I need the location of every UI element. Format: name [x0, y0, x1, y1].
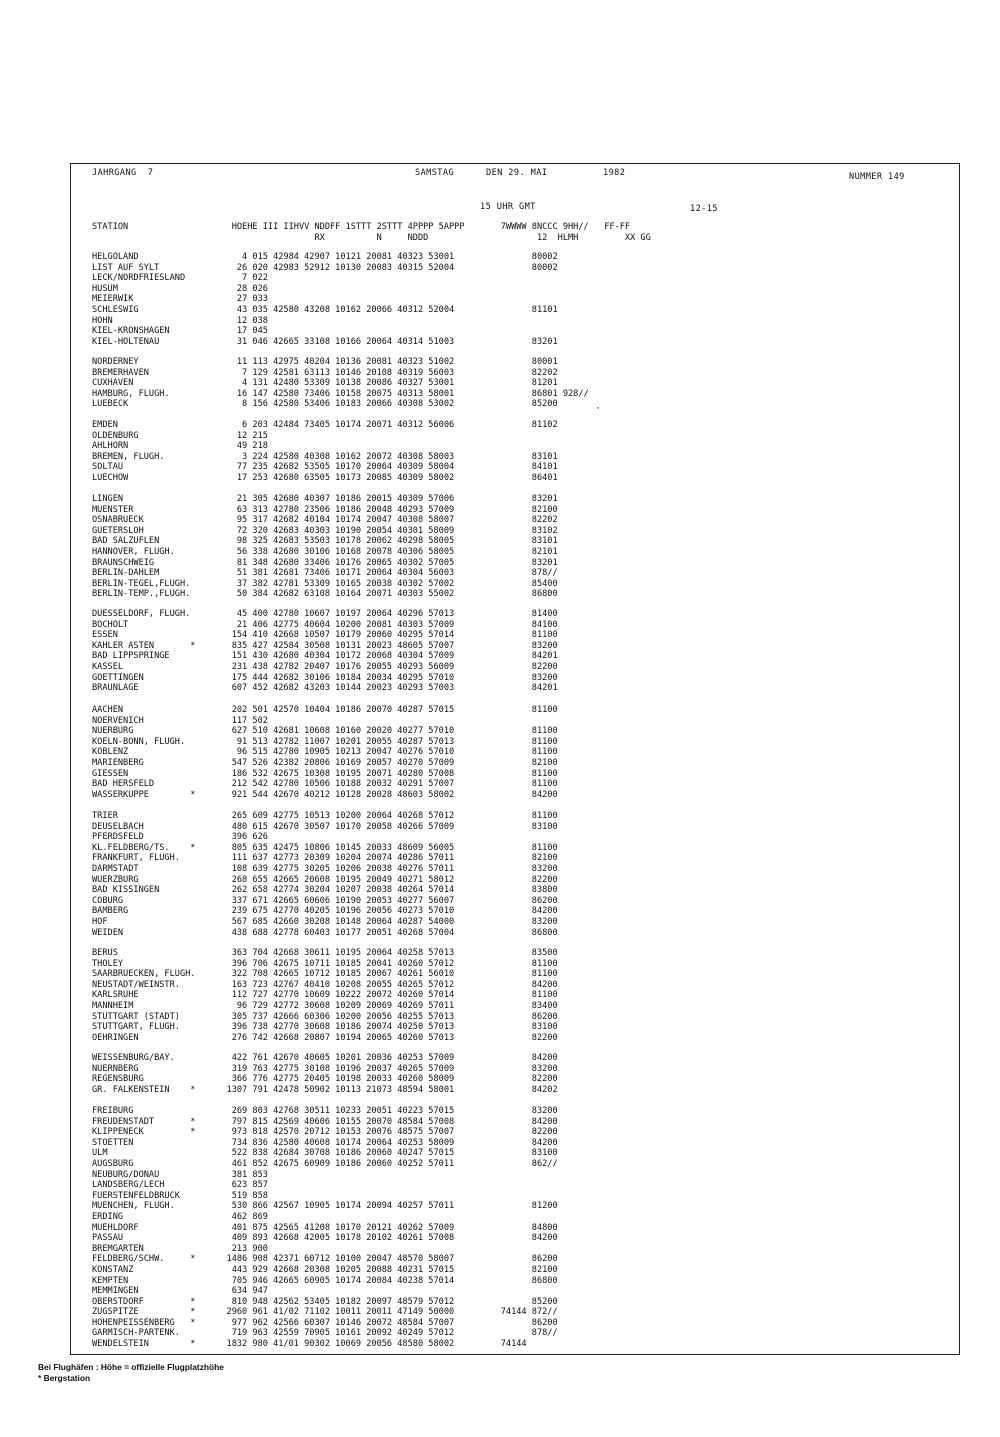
- station-row: FREUDENSTADT * 797 815 42569 40606 10155 20070 48584 57008 84200: [92, 1116, 558, 1127]
- station-row: MUENSTER 63 313 42780 23506 10186 20048 40293 57009 82100: [92, 504, 558, 515]
- station-row: LANDSBERG/LECH 623 857: [92, 1180, 268, 1191]
- column-header-line-1: STATION HOEHE III IIHVV NDDFF 1STTT 2STTT 4PPPP 5APPP 7WWWW 8NCCC 9HH// FF-FF: [92, 222, 631, 232]
- station-row: PFERDSFELD 396 626: [92, 832, 268, 843]
- station-row: KOBLENZ 96 515 42780 10905 10213 20047 40276 57010 81100: [92, 747, 558, 758]
- station-row: DARMSTADT 108 639 42775 30205 10206 20038 40276 57011 83200: [92, 863, 558, 874]
- station-row: LIST AUF SYLT 26 020 42983 52912 10130 20083 40315 52004 80002: [92, 262, 558, 273]
- station-row: ESSEN 154 410 42668 10507 10179 20060 40295 57014 81100: [92, 630, 558, 641]
- station-row: OBERSTDORF * 810 948 42562 53405 10182 20097 48579 57012 85200: [92, 1296, 558, 1307]
- station-row: LINGEN 21 305 42680 40307 10186 20015 40309 57006 83201: [92, 494, 558, 504]
- station-row: HOF 567 685 42660 30208 10148 20064 40287 54000 83200: [92, 916, 558, 927]
- issue-number: NUMMER 149: [849, 172, 905, 182]
- station-row: HOHENPEISSENBERG * 977 962 42566 60307 10146 20072 48584 57007 86200: [92, 1317, 558, 1328]
- station-row: BERLIN-DAHLEM 51 381 42681 73406 10171 20064 40304 56003 878//: [92, 568, 558, 579]
- station-row: ULM 522 838 42684 30708 10186 20060 40247 57015 83100: [92, 1148, 558, 1159]
- station-row: MUENCHEN, FLUGH. 530 866 42567 10905 10174 20094 40257 57011 81200: [92, 1201, 558, 1212]
- station-row: KARLSRUHE 112 727 42770 10609 10222 20072 40260 57014 81100: [92, 990, 558, 1001]
- group-7: [92, 811, 558, 938]
- station-row: HUSUM 28 026: [92, 283, 268, 294]
- station-row: MANNHEIM 96 729 42772 30608 10209 20069 40269 57011 83400: [92, 1000, 558, 1011]
- station-row: EMDEN 6 203 42484 73405 10174 20071 40312 56006 81102: [92, 420, 558, 430]
- volume-label: JAHRGANG 7: [92, 168, 154, 178]
- station-row: AHLHORN 49 218: [92, 441, 268, 452]
- station-row: WENDELSTEIN * 1832 980 41/01 90302 10069 20056 48580 58002 74144: [92, 1339, 527, 1350]
- group-6: [92, 705, 558, 800]
- station-row: FRANKFURT, FLUGH. 111 637 42773 20309 10204 20074 40286 57011 82100: [92, 853, 558, 864]
- station-row: NEUBURG/DONAU 381 853: [92, 1169, 268, 1180]
- observation-time: 15 UHR GMT: [480, 202, 536, 212]
- station-row: WASSERKUPPE * 921 544 42670 40212 10128 20028 48603 58002 84200: [92, 789, 558, 800]
- column-headers: [92, 222, 651, 243]
- group-2: [92, 357, 589, 410]
- station-row: FELDBERG/SCHW. * 1486 908 42371 60712 10100 20047 48570 58007 86200: [92, 1254, 558, 1265]
- group-3: [92, 420, 558, 484]
- time-range: 12-15: [690, 204, 718, 214]
- station-row: BOCHOLT 21 406 42775 40604 10200 20081 40303 57009 84100: [92, 619, 558, 630]
- station-row: BERLIN-TEMP.,FLUGH. 50 384 42682 63108 10164 20071 40303 55002 86800: [92, 589, 558, 600]
- station-row: WEIDEN 438 688 42778 60403 10177 20051 40268 57004 86800: [92, 927, 558, 938]
- station-row: BRAUNSCHWEIG 81 348 42680 33406 10176 20065 40302 57005 83201: [92, 557, 558, 568]
- station-row: BAD HERSFELD 212 542 42780 10506 10188 20032 40291 57007 81100: [92, 779, 558, 790]
- station-row: ZUGSPITZE * 2960 961 41/02 71102 10011 20011 47149 50000 74144 872//: [92, 1307, 558, 1318]
- station-row: BAD SALZUFLEN 98 325 42683 53503 10178 20062 40298 58005 83101: [92, 536, 558, 547]
- station-row: HANNOVER, FLUGH. 56 338 42680 30106 10168 20078 40306 58005 82101: [92, 546, 558, 557]
- station-row: OEHRINGEN 276 742 42668 20807 10194 20065 40260 57013 82200: [92, 1032, 558, 1043]
- station-row: KIEL-KRONSHAGEN 17 045: [92, 326, 268, 337]
- station-row: HAMBURG, FLUGH. 16 147 42580 73406 10158 20075 40313 58001 86801 928//: [92, 388, 589, 399]
- group-1: [92, 252, 558, 347]
- group-9: [92, 1053, 558, 1095]
- station-row: AUGSBURG 461 852 42675 60909 10186 20060 40252 57011 862//: [92, 1158, 558, 1169]
- station-row: GIESSEN 186 532 42675 10308 10195 20071 40280 57008 81100: [92, 768, 558, 779]
- year-label: 1982: [603, 168, 626, 178]
- group-4: [92, 494, 558, 600]
- footnote-mountain: * Bergstation: [38, 1373, 91, 1383]
- station-row: STOETTEN 734 836 42580 40608 10174 20064 40253 58009 84200: [92, 1137, 558, 1148]
- station-row: NEUSTADT/WEINSTR. 163 723 42767 40410 10208 20055 40265 57012 84200: [92, 979, 558, 990]
- station-row: KASSEL 231 438 42782 20407 10176 20055 40293 56009 82200: [92, 661, 558, 672]
- station-row: COBURG 337 671 42665 60606 10190 20053 40277 56007 86200: [92, 895, 558, 906]
- station-row: WUERZBURG 268 655 42665 20608 10195 20049 40271 58012 82200: [92, 874, 558, 885]
- station-row: KLIPPENECK * 973 818 42570 20712 10153 20076 48575 57007 82200: [92, 1127, 558, 1138]
- station-row: DUESSELDORF, FLUGH. 45 400 42780 10607 10197 20064 40296 57013 81400: [92, 609, 558, 619]
- station-row: MEMMINGEN 634 947: [92, 1286, 268, 1297]
- station-row: KAHLER ASTEN * 835 427 42584 30508 10131 20023 48605 57007 83200: [92, 640, 558, 651]
- station-row: KL.FELDBERG/TS. * 805 635 42475 10806 10145 20033 48609 56005 81100: [92, 842, 558, 853]
- station-row: BREMERHAVEN 7 129 42581 63113 10146 20108 40319 56003 82202: [92, 367, 558, 378]
- station-row: WEISSENBURG/BAY. 422 761 42670 40605 10201 20036 40253 57009 84200: [92, 1053, 558, 1063]
- station-row: CUXHAVEN 4 131 42480 53309 10138 20086 40327 53001 81201: [92, 378, 558, 389]
- station-row: NOERVENICH 117 502: [92, 715, 268, 726]
- station-row: BREMGARTEN 213 900: [92, 1243, 268, 1254]
- group-8: [92, 948, 558, 1043]
- station-row: GUETERSLOH 72 320 42683 40303 10190 20054 40301 58009 83102: [92, 525, 558, 536]
- station-row: BERLIN-TEGEL,FLUGH. 37 382 42781 53309 10165 20038 40302 57002 85400: [92, 578, 558, 589]
- station-row: MARIENBERG 547 526 42382 20806 10169 20057 40270 57009 82100: [92, 757, 558, 768]
- station-row: BREMEN, FLUGH. 3 224 42580 40308 10162 20072 40308 58003 83101: [92, 451, 558, 462]
- station-row: KIEL-HOLTENAU 31 046 42665 33108 10166 20064 40314 51003 83201: [92, 336, 558, 347]
- column-header-line-2: RX N NDDD 12 HLMH XX GG: [92, 232, 651, 243]
- station-row: STUTTGART, FLUGH. 396 738 42770 30608 10186 20074 40250 57013 83100: [92, 1022, 558, 1033]
- station-row: GARMISCH-PARTENK. 719 963 42559 70905 10161 20092 40249 57012 878//: [92, 1328, 558, 1339]
- station-row: GR. FALKENSTEIN * 1307 791 42478 50902 10113 21073 48594 58001 84202: [92, 1084, 558, 1095]
- station-row: MUEHLDORF 401 875 42565 41208 10170 20121 40262 57009 84800: [92, 1222, 558, 1233]
- station-row: BRAUNLAGE 607 452 42682 43203 10144 20023 40293 57003 84201: [92, 683, 558, 694]
- station-row: NORDERNEY 11 113 42975 40204 10136 20081 40323 51002 80001: [92, 357, 558, 367]
- station-row: GOETTINGEN 175 444 42682 30106 10184 20034 40295 57010 83200: [92, 672, 558, 683]
- station-row: KOELN-BONN, FLUGH. 91 513 42782 11007 10201 20055 40287 57013 81100: [92, 736, 558, 747]
- group-5: [92, 609, 558, 694]
- station-row: STUTTGART (STADT) 305 737 42666 60306 10200 20056 40255 57013 86200: [92, 1011, 558, 1022]
- station-row: FREIBURG 269 803 42768 30511 10233 20051 40223 57015 83200: [92, 1106, 558, 1116]
- station-row: HELGOLAND 4 015 42984 42907 10121 20081 40323 53001 80002: [92, 252, 558, 262]
- station-row: ERDING 462 869: [92, 1211, 268, 1222]
- station-row: AACHEN 202 501 42570 10404 10186 20070 40287 57015 81100: [92, 705, 558, 715]
- station-row: NUERNBERG 319 763 42775 30108 10196 20037 40265 57009 83200: [92, 1063, 558, 1074]
- group-10: [92, 1106, 558, 1350]
- station-row: BAMBERG 239 675 42770 40205 10196 20056 40273 57010 84200: [92, 906, 558, 917]
- stray-mark: ,: [596, 402, 601, 410]
- weekday-label: SAMSTAG: [415, 168, 455, 178]
- station-row: BAD KISSINGEN 262 658 42774 30204 10207 20038 40264 57014 83800: [92, 885, 558, 896]
- station-row: LUECHOW 17 253 42680 63505 10173 20085 40309 58002 86401: [92, 472, 558, 483]
- station-row: FUERSTENFELDBRUCK 519 858: [92, 1190, 268, 1201]
- station-row: SAARBRUECKEN, FLUGH. 322 708 42665 10712 10185 20067 40261 56010 81100: [92, 969, 558, 980]
- station-row: HOHN 12 038: [92, 315, 268, 326]
- station-row: SOLTAU 77 235 42682 53505 10170 20064 40309 58004 84101: [92, 462, 558, 473]
- footnote-airport: Bei Flughäfen : Höhe = offizielle Flugplatzhöhe: [38, 1362, 224, 1372]
- station-row: BAD LIPPSPRINGE 151 430 42680 40304 10172 20068 40304 57009 84201: [92, 651, 558, 662]
- station-row: REGENSBURG 366 776 42775 20405 10198 20033 40260 58009 82200: [92, 1074, 558, 1085]
- station-row: LECK/NORDFRIESLAND 7 022: [92, 273, 268, 284]
- station-row: DEUSELBACH 480 615 42670 30507 10170 20058 40266 57009 83100: [92, 821, 558, 832]
- station-row: THOLEY 396 706 42675 10711 10185 20041 40260 57012 81100: [92, 958, 558, 969]
- station-row: LUEBECK 8 156 42580 53406 10183 20066 40308 53002 85200: [92, 399, 558, 410]
- station-row: OSNABRUECK 95 317 42682 40104 10174 20047 40308 58007 82202: [92, 515, 558, 526]
- station-row: TRIER 265 609 42775 10513 10200 20064 40268 57012 81100: [92, 811, 558, 821]
- station-row: MEIERWIK 27 033: [92, 294, 268, 305]
- date-label: DEN 29. MAI: [486, 168, 548, 178]
- station-row: KEMPTEN 705 946 42665 60905 10174 20084 40238 57014 86800: [92, 1275, 558, 1286]
- station-row: KONSTANZ 443 929 42668 20308 10205 20088 40231 57015 82100: [92, 1264, 558, 1275]
- station-row: PASSAU 409 893 42668 42005 10178 20102 40261 57008 84200: [92, 1233, 558, 1244]
- station-row: BERUS 363 704 42668 30611 10195 20064 40258 57013 83500: [92, 948, 558, 958]
- station-row: NUERBURG 627 510 42681 10608 10160 20020 40277 57010 81100: [92, 726, 558, 737]
- station-row: SCHLESWIG 43 035 42580 43208 10162 20066 40312 52004 81101: [92, 304, 558, 315]
- station-row: OLDENBURG 12 215: [92, 430, 268, 441]
